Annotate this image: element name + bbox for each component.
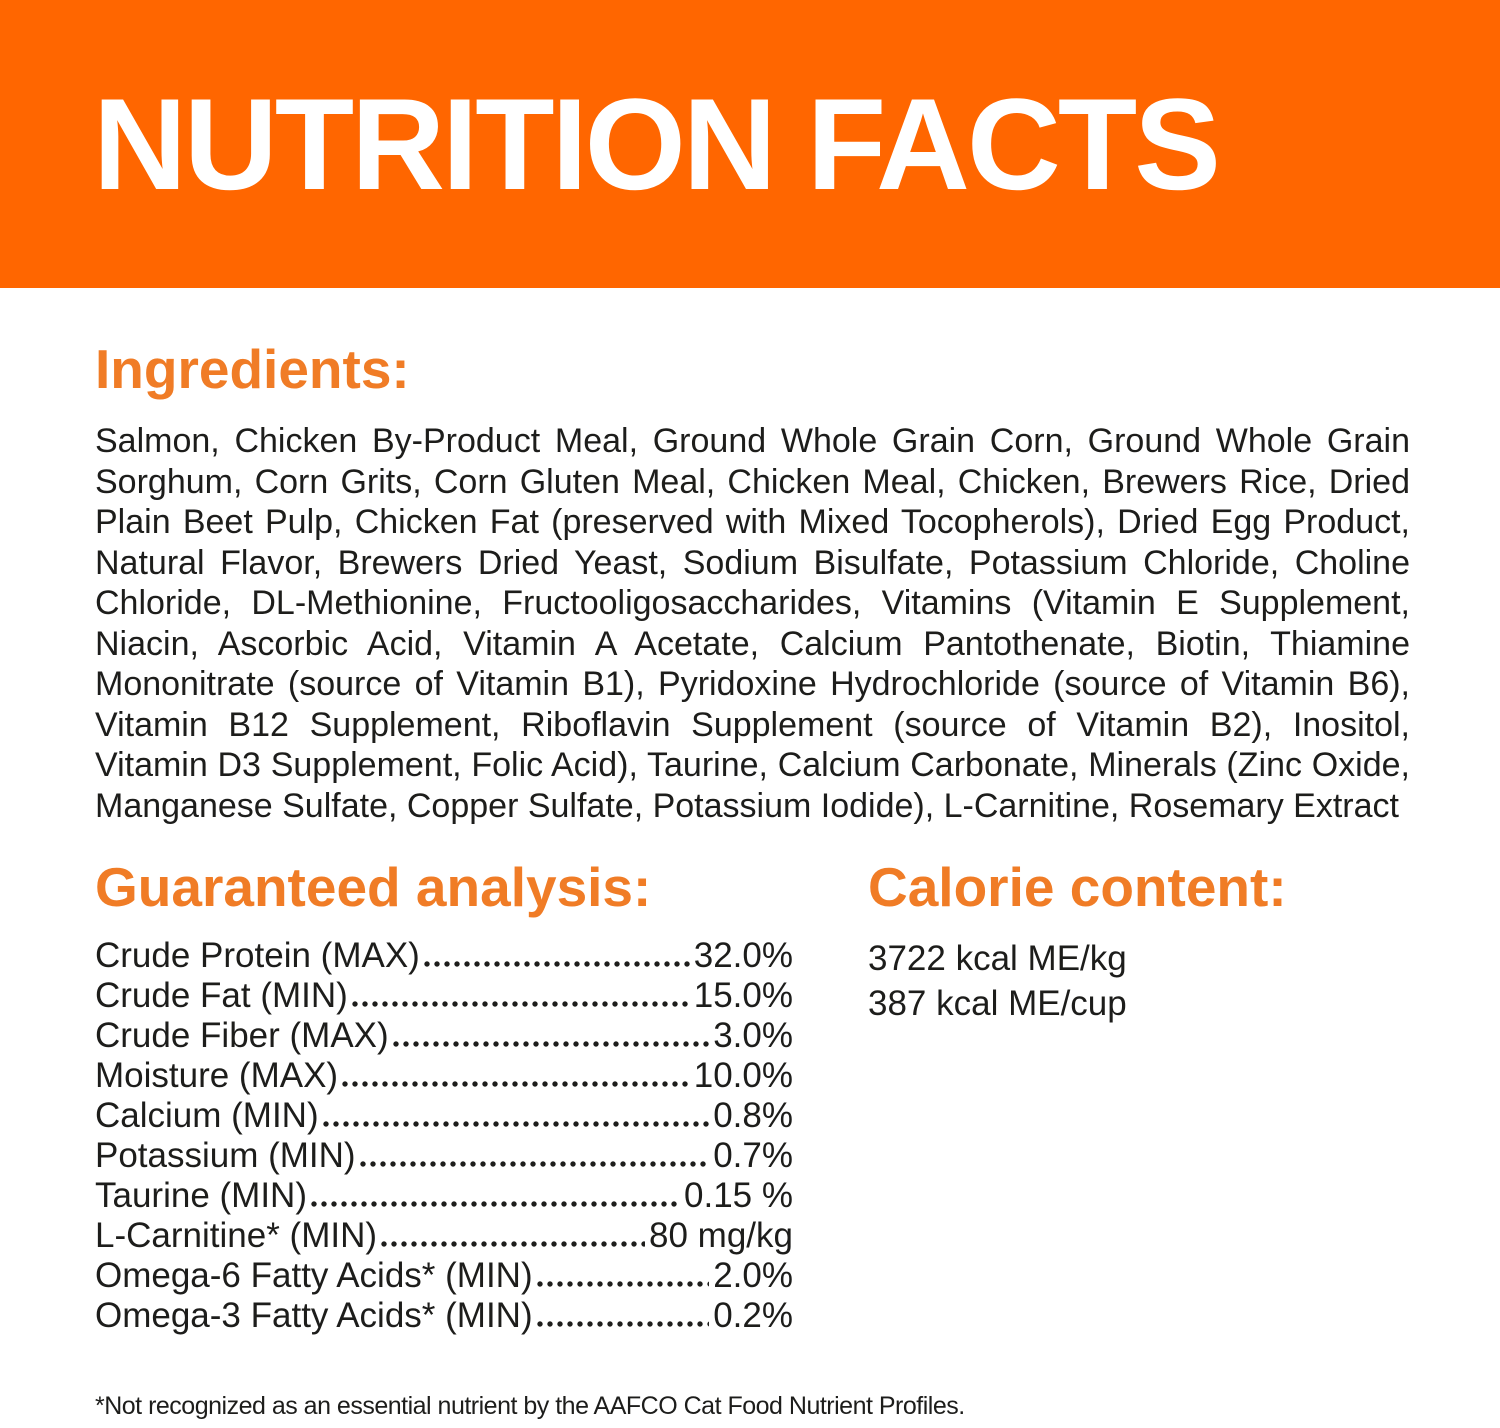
guaranteed-analysis-section — [95, 856, 793, 1336]
dot-leader — [352, 1001, 690, 1007]
calorie-content-heading: Calorie content: — [868, 856, 1287, 918]
nutrient-value: 0.7% — [713, 1136, 793, 1175]
nutrient-value: 0.15 % — [684, 1176, 793, 1215]
dot-leader — [360, 1161, 710, 1167]
guaranteed-analysis-row — [95, 1016, 793, 1056]
ingredients-text: Salmon, Chicken By-Product Meal, Ground Whole Grain Corn, Ground Whole Grain Sorghum, Corn Grits, Corn Gluten Meal, Chicken Meal, Chicken, Brewers Rice, Dried Plain Beet Pulp, Chicken Fat (preserved with Mixed Tocopherols), Dried Egg Product, Natural Flavor, Brewers Dried Yeast, Sodium Bisulfate, Potassium Chloride, Choline Chloride, DL-Methionine, Fructooligosaccharides, Vitamins (Vitamin E Supplement, Niacin, Ascorbic Acid, Vitamin A Acetate, Calcium Pantothenate, Biotin, Thiamine Mononitrate (source of Vitamin B1), Pyridoxine Hydrochloride (source of Vitamin B6), Vitamin B12 Supplement, Riboflavin Supplement (source of Vitamin B2), Inositol, Vitamin D3 Supplement, Folic Acid), Taurine, Calcium Carbonate, Minerals (Zinc Oxide, Manganese Sulfate, Copper Sulfate, Potassium Iodide), L-Carnitine, Rosemary Extract — [95, 422, 1410, 825]
nutrient-value: 32.0% — [693, 936, 793, 975]
dot-leader — [311, 1201, 680, 1207]
calorie-line: 3722 kcal ME/kg — [868, 939, 1127, 978]
dot-leader — [537, 1321, 710, 1327]
nutrient-label: Crude Protein (MAX) — [95, 936, 420, 975]
calorie-content-section — [868, 856, 1428, 1026]
guaranteed-analysis-row — [95, 1176, 793, 1216]
nutrient-label: Potassium (MIN) — [95, 1136, 356, 1175]
dot-leader — [424, 961, 690, 967]
nutrient-value: 0.8% — [713, 1096, 793, 1135]
nutrient-label: Taurine (MIN) — [95, 1176, 307, 1215]
dot-leader — [323, 1121, 710, 1127]
nutrient-label: L-Carnitine* (MIN) — [95, 1216, 377, 1255]
guaranteed-analysis-row — [95, 1136, 793, 1176]
page-title: NUTRITION FACTS — [93, 71, 1218, 217]
calorie-line: 387 kcal ME/cup — [868, 984, 1127, 1023]
guaranteed-analysis-row — [95, 1096, 793, 1136]
ingredients-heading: Ingredients: — [95, 338, 410, 400]
nutrient-label: Crude Fiber (MAX) — [95, 1016, 389, 1055]
nutrient-label: Moisture (MAX) — [95, 1056, 339, 1095]
ingredients-section — [95, 338, 1410, 826]
nutrient-value: 2.0% — [713, 1256, 793, 1295]
nutrient-value: 80 mg/kg — [649, 1216, 793, 1255]
nutrient-label: Crude Fat (MIN) — [95, 976, 348, 1015]
nutrient-label: Omega-3 Fatty Acids* (MIN) — [95, 1296, 533, 1335]
guaranteed-analysis-row — [95, 1256, 793, 1296]
nutrient-value: 3.0% — [713, 1016, 793, 1055]
guaranteed-analysis-list — [95, 936, 793, 1336]
nutrient-label: Omega-6 Fatty Acids* (MIN) — [95, 1256, 533, 1295]
guaranteed-analysis-row — [95, 1056, 793, 1096]
nutrient-value: 15.0% — [693, 976, 793, 1015]
footnote: *Not recognized as an essential nutrient by the AAFCO Cat Food Nutrient Profiles. — [95, 1392, 965, 1420]
dot-leader — [393, 1041, 710, 1047]
nutrient-value: 10.0% — [693, 1056, 793, 1095]
calorie-lines — [868, 936, 1428, 1026]
guaranteed-analysis-heading: Guaranteed analysis: — [95, 856, 652, 918]
header-band — [0, 0, 1500, 288]
nutrient-value: 0.2% — [713, 1296, 793, 1335]
guaranteed-analysis-row — [95, 1216, 793, 1256]
dot-leader — [537, 1281, 710, 1287]
guaranteed-analysis-row — [95, 976, 793, 1016]
guaranteed-analysis-row — [95, 936, 793, 976]
dot-leader — [342, 1081, 690, 1087]
dot-leader — [381, 1241, 645, 1247]
nutrient-label: Calcium (MIN) — [95, 1096, 319, 1135]
guaranteed-analysis-row — [95, 1296, 793, 1336]
